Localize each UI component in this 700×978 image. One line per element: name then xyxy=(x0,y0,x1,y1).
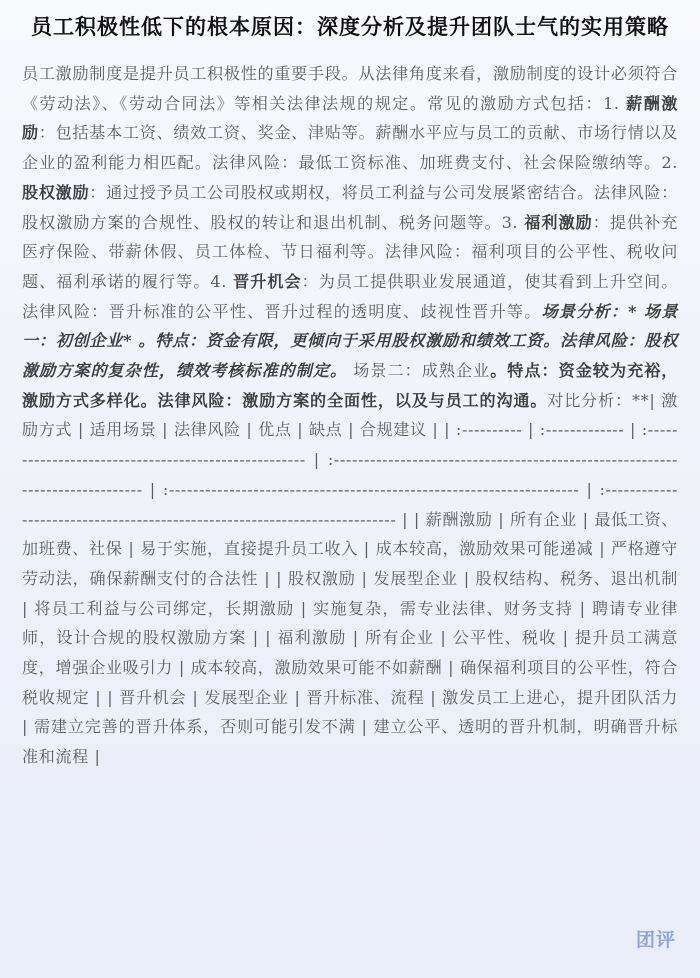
method-4-desc: ：为员工提供职业发展通道，使其看到上升空间。法律风险：晋升标准的公平性、晋升过程的透明度、歧视性晋升等。 xyxy=(22,271,678,321)
page-title: 员工积极性低下的根本原因：深度分析及提升团队士气的实用策略 xyxy=(31,14,669,39)
article-body xyxy=(22,59,678,772)
method-3-name: 福利激励 xyxy=(524,212,593,232)
method-1-desc: ：包括基本工资、绩效工资、奖金、津贴等。薪酬水平应与员工的贡献、市场行情以及企业的盈利能力相匹配。法律风险：最低工资标准、加班费支付、社会保险缴纳等。2. xyxy=(22,123,678,173)
method-2-name: 股权激励 xyxy=(22,182,90,202)
method-2-desc: ：通过授予员工公司股权或期权，将员工利益与公司发展紧密结合。法律风险：股权激励方案的合规性、股权的转让和退出机制、税务问题等。3. xyxy=(22,182,678,232)
brand-logo: 团评 xyxy=(635,929,676,951)
method-3-desc: ：提供补充医疗保险、带薪休假、员工体检、节日福利等。法律风险：福利项目的公平性、税收问题、福利承诺的履行等。4. xyxy=(22,212,679,291)
method-1-name: 薪酬激励 xyxy=(22,93,678,143)
comparison-table-text: 对比分析：**| 激励方式 | 适用场景 | 法律风险 | 优点 | 缺点 | 合规建议 | | :---------- | :------------- | :---------------------------------------------------- | :----------------------------------------------------------------------------- | :-------------------------------------------------------------------- | :-------------------------------------------------------------------------- | | 薪酬激励 | 所有企业 | 最低工资、加班费、社保 | 易于实施，直接提升员工收入 | 成本较高，激励效果可能递减 | 严格遵守劳动法，确保薪酬支付的合法性 | | 股权激励 | 发展型企业 | 股权结构、税务、退出机制 | 将员工利益与公司绑定，长期激励 | 实施复杂，需专业法律、财务支持 | 聘请专业律师，设计合规的股权激励方案 | | 福利激励 | 所有企业 | 公平性、税收 | 提升员工满意度，增强企业吸引力 | 成本较高，激励效果可能不如薪酬 | 确保福利项目的公平性，符合税收规定 | | 晋升机会 | 发展型企业 | 晋升标准、流程 | 激发员工上进心，提升团队活力 | 需建立完善的晋升体系，否则可能引发不满 | 建立公平、透明的晋升机制，明确晋升标准和流程 | xyxy=(22,390,678,767)
scene-2-analysis: 。特点：资金较为充裕，激励方式多样化。法律风险：激励方案的全面性，以及与员工的沟通。 xyxy=(22,361,679,410)
article-intro: 员工激励制度是提升员工积极性的重要手段。从法律角度来看，激励制度的设计必须符合《劳动法》、《劳动合同法》等相关法律法规的规定。常见的激励方式包括：1. xyxy=(22,64,678,113)
scene-1-analysis: 场景分析：* 场景一：初创企业* 。特点：资金有限，更倾向于采用股权激励和绩效工资。法律风险：股权激励方案的复杂性，绩效考核标准的制定。 xyxy=(22,301,679,381)
method-4-name: 晋升机会 xyxy=(233,271,302,291)
scene-2-label: 场景二：成熟企业 xyxy=(347,361,491,381)
